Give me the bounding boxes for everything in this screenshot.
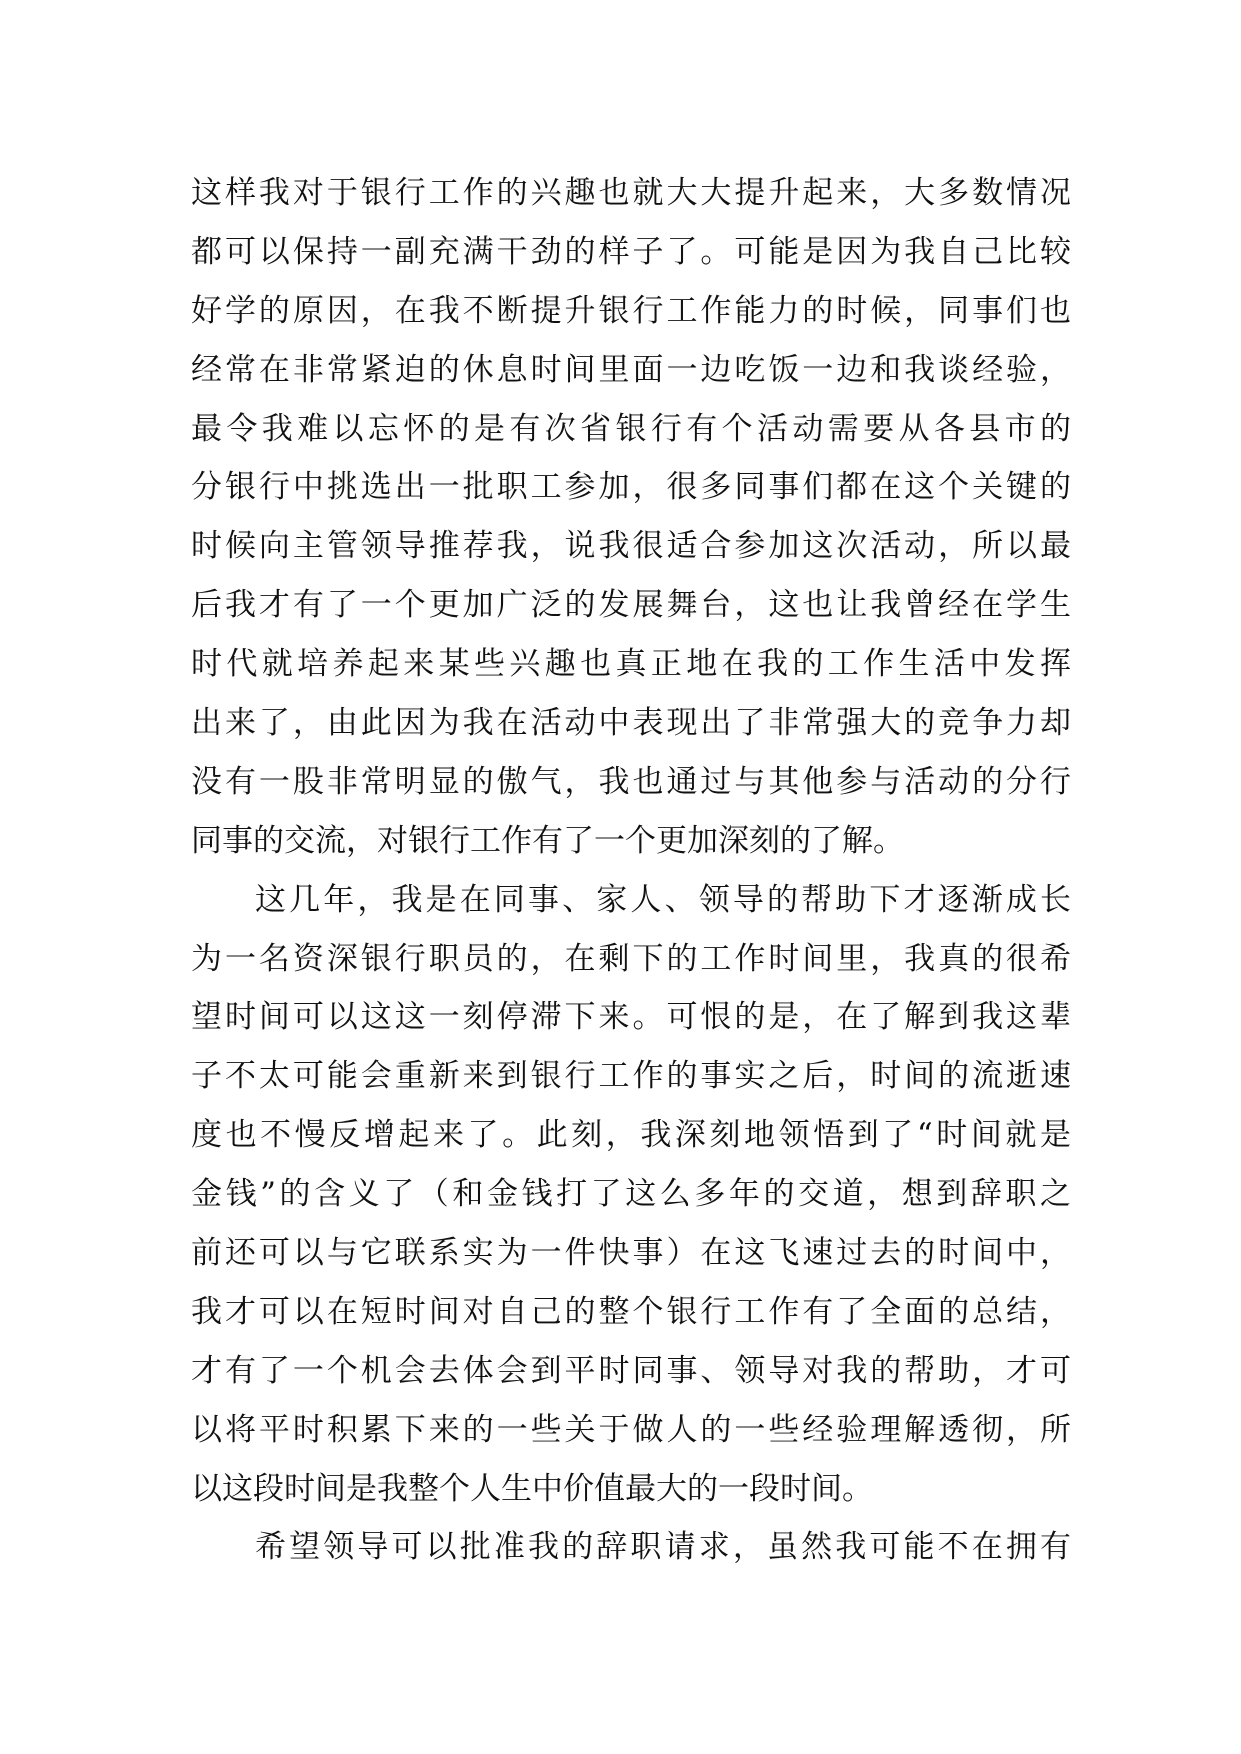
paragraph <box>191 1518 1071 1577</box>
text-line: 都可以保持一副充满干劲的样子了。可能是因为我自己比较 <box>191 233 1071 270</box>
text-line: 时代就培养起来某些兴趣也真正地在我的工作生活中发挥 <box>191 646 1071 683</box>
text-line: 没有一股非常明显的傲气，我也通过与其他参与活动的分行 <box>191 763 1071 800</box>
text-line: 以这段时间是我整个人生中价值最大的一段时间。 <box>191 1470 873 1507</box>
text-line: 分银行中挑选出一批职工参加，很多同事们都在这个关键的 <box>191 469 1071 506</box>
text-line: 最令我难以忘怀的是有次省银行有个活动需要从各县市的 <box>191 410 1071 447</box>
paragraph <box>191 871 1071 1519</box>
text-line: 出来了，由此因为我在活动中表现出了非常强大的竞争力却 <box>191 705 1071 742</box>
text-line: 我才可以在短时间对自己的整个银行工作有了全面的总结， <box>191 1293 1071 1330</box>
text-line: 好学的原因，在我不断提升银行工作能力的时候，同事们也 <box>191 292 1071 329</box>
text-line: 金钱”的含义了（和金钱打了这么多年的交道，想到辞职之 <box>191 1176 1071 1213</box>
text-line: 子不太可能会重新来到银行工作的事实之后，时间的流逝速 <box>191 1058 1071 1095</box>
text-line: 以将平时积累下来的一些关于做人的一些经验理解透彻，所 <box>191 1411 1071 1448</box>
paragraph <box>191 164 1071 871</box>
text-line: 望时间可以这这一刻停滞下来。可恨的是，在了解到我这辈 <box>191 999 1071 1036</box>
text-line: 前还可以与它联系实为一件快事）在这飞速过去的时间中， <box>191 1235 1071 1272</box>
body-text <box>191 164 1071 1577</box>
text-line: 后我才有了一个更加广泛的发展舞台，这也让我曾经在学生 <box>191 587 1071 624</box>
text-line: 同事的交流，对银行工作有了一个更加深刻的了解。 <box>191 822 904 859</box>
text-line: 才有了一个机会去体会到平时同事、领导对我的帮助，才可 <box>191 1352 1071 1389</box>
text-line: 时候向主管领导推荐我，说我很适合参加这次活动，所以最 <box>191 528 1071 565</box>
text-line: 经常在非常紧迫的休息时间里面一边吃饭一边和我谈经验， <box>191 351 1071 388</box>
text-line: 希望领导可以批准我的辞职请求，虽然我可能不在拥有 <box>255 1529 1071 1566</box>
text-line: 为一名资深银行职员的，在剩下的工作时间里，我真的很希 <box>191 940 1071 977</box>
text-line: 度也不慢反增起来了。此刻，我深刻地领悟到了“时间就是 <box>191 1117 1071 1154</box>
text-line: 这样我对于银行工作的兴趣也就大大提升起来，大多数情况 <box>191 175 1071 211</box>
text-line: 这几年，我是在同事、家人、领导的帮助下才逐渐成长 <box>255 881 1071 918</box>
